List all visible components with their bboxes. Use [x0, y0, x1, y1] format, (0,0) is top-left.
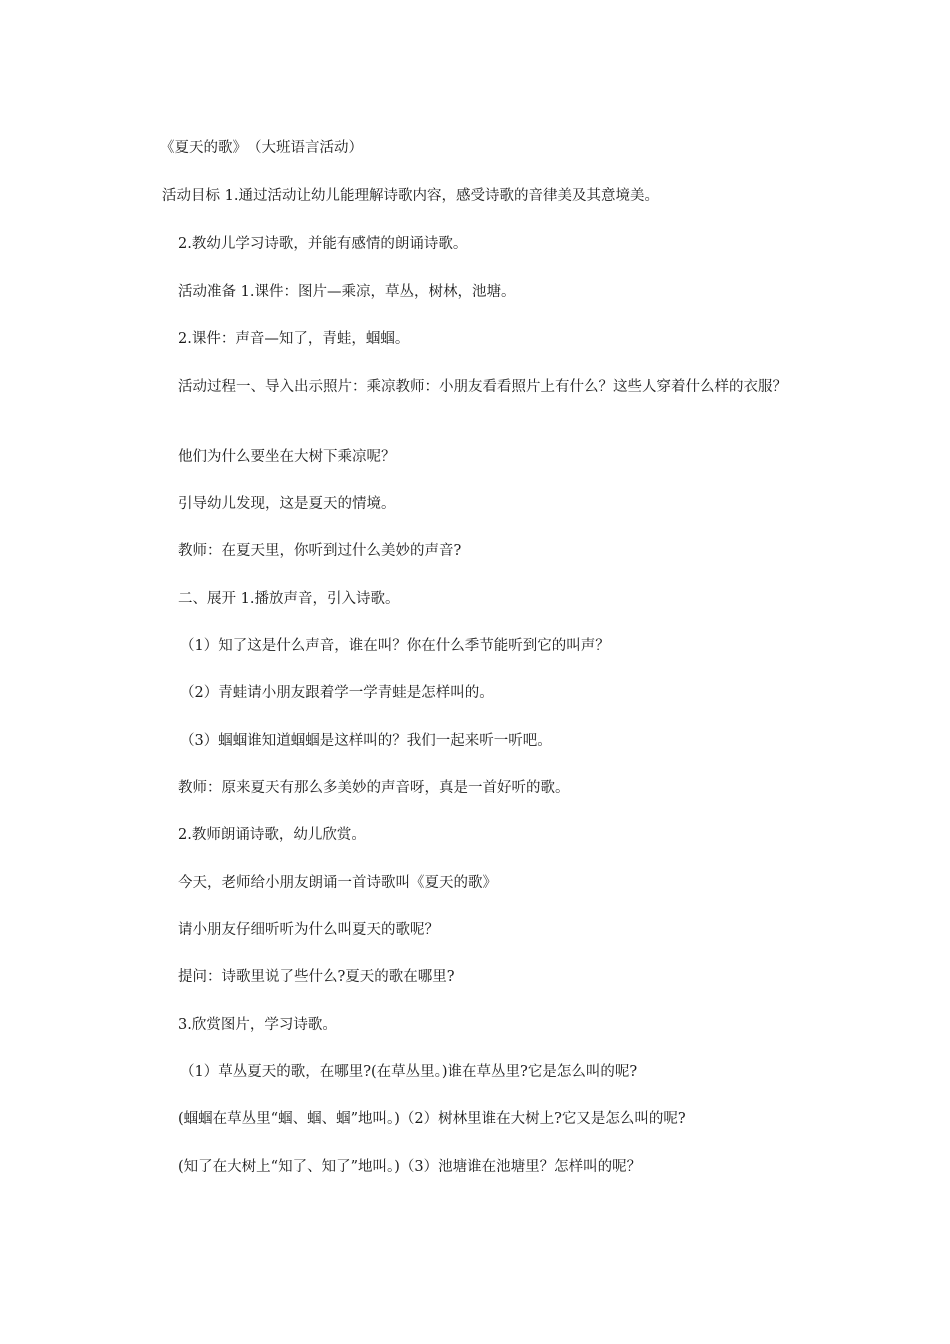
paragraph-cicada: （1）知了这是什么声音，谁在叫？你在什么季节能听到它的叫声？	[180, 638, 610, 654]
paragraph-listen: 请小朋友仔细听听为什么叫夏天的歌呢？	[178, 922, 439, 938]
paragraph-cricket: （3）蝈蝈谁知道蝈蝈是这样叫的？我们一起来听一听吧。	[180, 733, 552, 749]
paragraph-expand: 二、展开 1.播放声音，引入诗歌。	[178, 591, 400, 607]
paragraph-appreciate: 3.欣赏图片，学习诗歌。	[178, 1017, 337, 1033]
paragraph-prep-2: 2.课件：声音—知了，青蛙，蝈蝈。	[178, 331, 410, 347]
paragraph-prep-1: 活动准备 1.课件：图片—乘凉，草丛，树林，池塘。	[178, 284, 516, 300]
paragraph-cicada-tree: (知了在大树上“知了、知了”地叫。)（3）池塘谁在池塘里？怎样叫的呢？	[178, 1159, 642, 1175]
paragraph-today: 今天，老师给小朋友朗诵一首诗歌叫《夏天的歌》	[178, 875, 497, 891]
paragraph-teacher-summary: 教师：原来夏天有那么多美妙的声音呀，真是一首好听的歌。	[178, 780, 570, 796]
paragraph-guide: 引导幼儿发现，这是夏天的情境。	[178, 496, 396, 512]
paragraph-frog: （2）青蛙请小朋友跟着学一学青蛙是怎样叫的。	[180, 685, 494, 701]
paragraph-question-shade: 他们为什么要坐在大树下乘凉呢？	[178, 449, 396, 465]
paragraph-goal-2: 2.教幼儿学习诗歌，并能有感情的朗诵诗歌。	[178, 236, 468, 252]
paragraph-ask: 提问：诗歌里说了些什么?夏天的歌在哪里?	[178, 969, 455, 985]
document-title: 《夏天的歌》 （大班语言活动）	[160, 140, 363, 156]
paragraph-recite: 2.教师朗诵诗歌，幼儿欣赏。	[178, 827, 366, 843]
paragraph-process-intro: 活动过程一、导入出示照片：乘凉教师：小朋友看看照片上有什么？这些人穿着什么样的衣服？	[178, 379, 787, 395]
paragraph-goal-1: 活动目标 1.通过活动让幼儿能理解诗歌内容，感受诗歌的音律美及其意境美。	[162, 188, 659, 204]
paragraph-grass: （1）草丛夏天的歌，在哪里?(在草丛里。)谁在草丛里?它是怎么叫的呢?	[180, 1064, 638, 1080]
paragraph-cricket-grass: (蝈蝈在草丛里“蝈、蝈、蝈”地叫。)（2）树林里谁在大树上?它又是怎么叫的呢?	[178, 1111, 686, 1127]
paragraph-teacher-sound: 教师：在夏天里，你听到过什么美妙的声音?	[178, 543, 462, 559]
